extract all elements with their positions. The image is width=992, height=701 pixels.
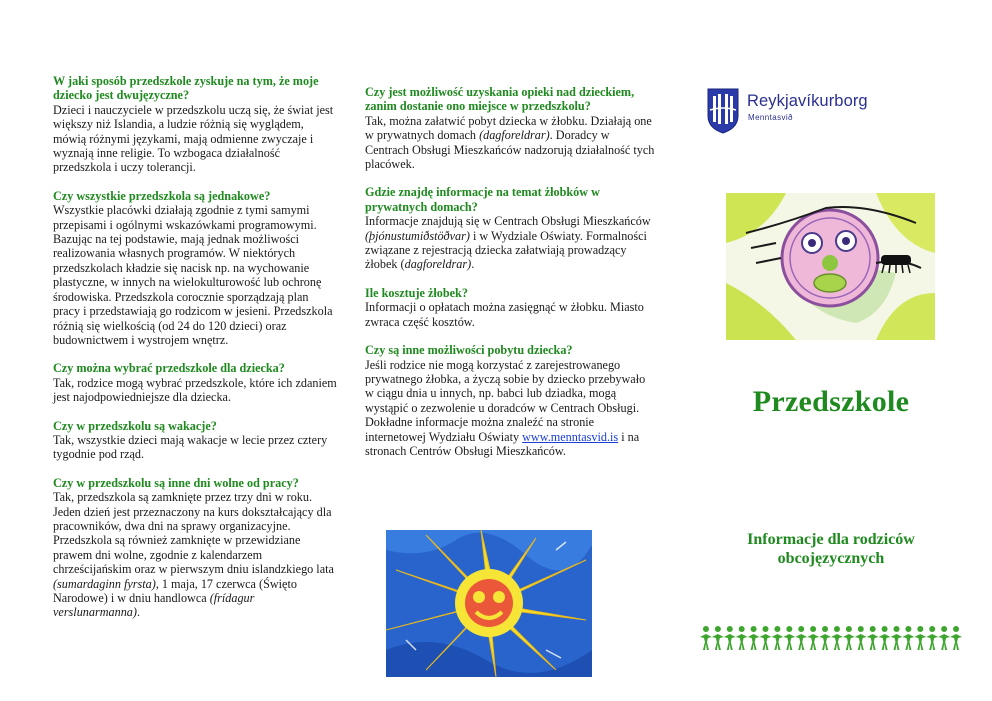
question: Czy wszystkie przedszkola są jednakowe? (53, 188, 271, 203)
answer: Jeśli rodzice nie mogą korzystać z zarejestrowanego prywatnego żłobka, a życzą sobie by dziecko przebywało w ciągu dnia u innych, np. babci lub dziadka, mogą wystąpić o zezwolenie u doradców w Centrach Obsługi. Dokładne informacje można znaleźć na stronie internetowej Wydziału Oświaty www.menntasvid.is i na stronach Centrów Obsługi Mieszkańców. (365, 357, 646, 458)
qa-item (365, 343, 655, 458)
question: Czy są inne możliwości pobytu dziecka? (365, 343, 573, 358)
child-painting-face (726, 193, 935, 340)
answer: Dzieci i nauczyciele w przedszkolu uczą się, że świat jest większy niż Islandia, a ludzie różnią się wyglądem, mówią różnymi językami, mają odmienne zwyczaje i wyznają inne religie. To wzbogaca działalność przedszkola i uczy tolerancji. (53, 102, 334, 175)
answer: Tak, rodzice mogą wybrać przedszkole, które ich zdaniem jest najodpowiedniejsze dla dziecka. (53, 375, 337, 405)
answer: Informacji o opłatach można zasięgnąć w żłobku. Miasto zwraca część kosztów. (365, 300, 644, 329)
logo-subtitle: Menntasvið (748, 113, 793, 122)
qa-item (53, 74, 338, 175)
qa-item (53, 476, 338, 620)
qa-item (365, 185, 655, 271)
reykjavik-logo (707, 88, 907, 138)
reykjavik-coat-of-arms-icon (707, 88, 739, 134)
qa-item (53, 361, 338, 404)
qa-item (365, 85, 655, 171)
question: Czy jest możliwość uzyskania opieki nad dzieckiem, zanim dostanie ono miejsce w przedszkolu? (365, 85, 635, 114)
children-chain-icon (700, 598, 962, 660)
answer: Tak, można załatwić pobyt dziecka w żłobku. Działają one w prywatnych domach (dagforeldrar). Doradcy w Centrach Obsługi Mieszkańców nadzorują działalność tych placówek. (365, 113, 655, 172)
answer: Tak, wszystkie dzieci mają wakacje w lecie przez cztery tygodnie pod rząd. (53, 432, 328, 462)
qa-item (53, 419, 338, 462)
qa-item (53, 189, 338, 347)
cover-panel (670, 0, 992, 701)
question: Ile kosztuje żłobek? (365, 285, 468, 300)
logo-name: Reykjavíkurborg (747, 92, 868, 110)
column-middle (365, 85, 655, 472)
qa-item (365, 286, 655, 329)
menntasvid-link[interactable]: www.menntasvid.is (522, 429, 619, 444)
cover-title: Przedszkole (752, 385, 910, 418)
question: Gdzie znajdę informacje na temat żłobków w prywatnych domach? (365, 185, 600, 214)
answer: Tak, przedszkola są zamknięte przez trzy dni w roku. Jeden dzień jest przeznaczony na kurs dokształcający dla pracowników, dwa dni na sprawy organizacyjne. Przedszkola są również zamknięte w przewidziane prawem dni wolne, zgodnie z kalendarzem chrześcijańskim oraz w pierwszym dniu islandzkiego lata (sumardaginn fyrsta), 1 maja, 17 czerwca (Święto Narodowe) i w dniu handlowca (frídagur verslunarmanna). (53, 490, 334, 620)
question: Czy w przedszkolu są wakacje? (53, 418, 217, 433)
question: Czy można wybrać przedszkole dla dziecka? (53, 361, 285, 376)
question: Czy w przedszkolu są inne dni wolne od pracy? (53, 475, 299, 490)
column-left (53, 74, 338, 634)
answer: Informacje znajdują się w Centrach Obsługi Mieszkańców (þjónustumiðstöðvar) i w Wydziale Oświaty. Formalności związane z rejestracją dziecka załatwiają prowadzący żłobek (dagforeldrar). (365, 214, 651, 272)
cover-subtitle: Informacje dla rodziców obcojęzycznych (747, 531, 915, 567)
question: W jaki sposób przedszkole zyskuje na tym, że moje dziecko jest dwujęzyczne? (53, 74, 319, 103)
answer: Wszystkie placówki działają zgodnie z tymi samymi przepisami i ogólnymi wskazówkami programowymi. Bazując na tej podstawie, mają jednak możliwości realizowania własnych programów. W niektórych przedszkolach kładzie się nacisk np. na wychowanie plastyczne, w innych na wielokulturowość lub ochronę środowiska. Przedszkola corocznie sporządzają plan pracy i przedstawiają go rodzicom w jesieni. Przedszkola różnią się wielkością (od 24 do 120 dzieci) oraz budownictwem i wystrojem wnętrz. (53, 203, 333, 347)
child-painting-sun (386, 530, 592, 677)
